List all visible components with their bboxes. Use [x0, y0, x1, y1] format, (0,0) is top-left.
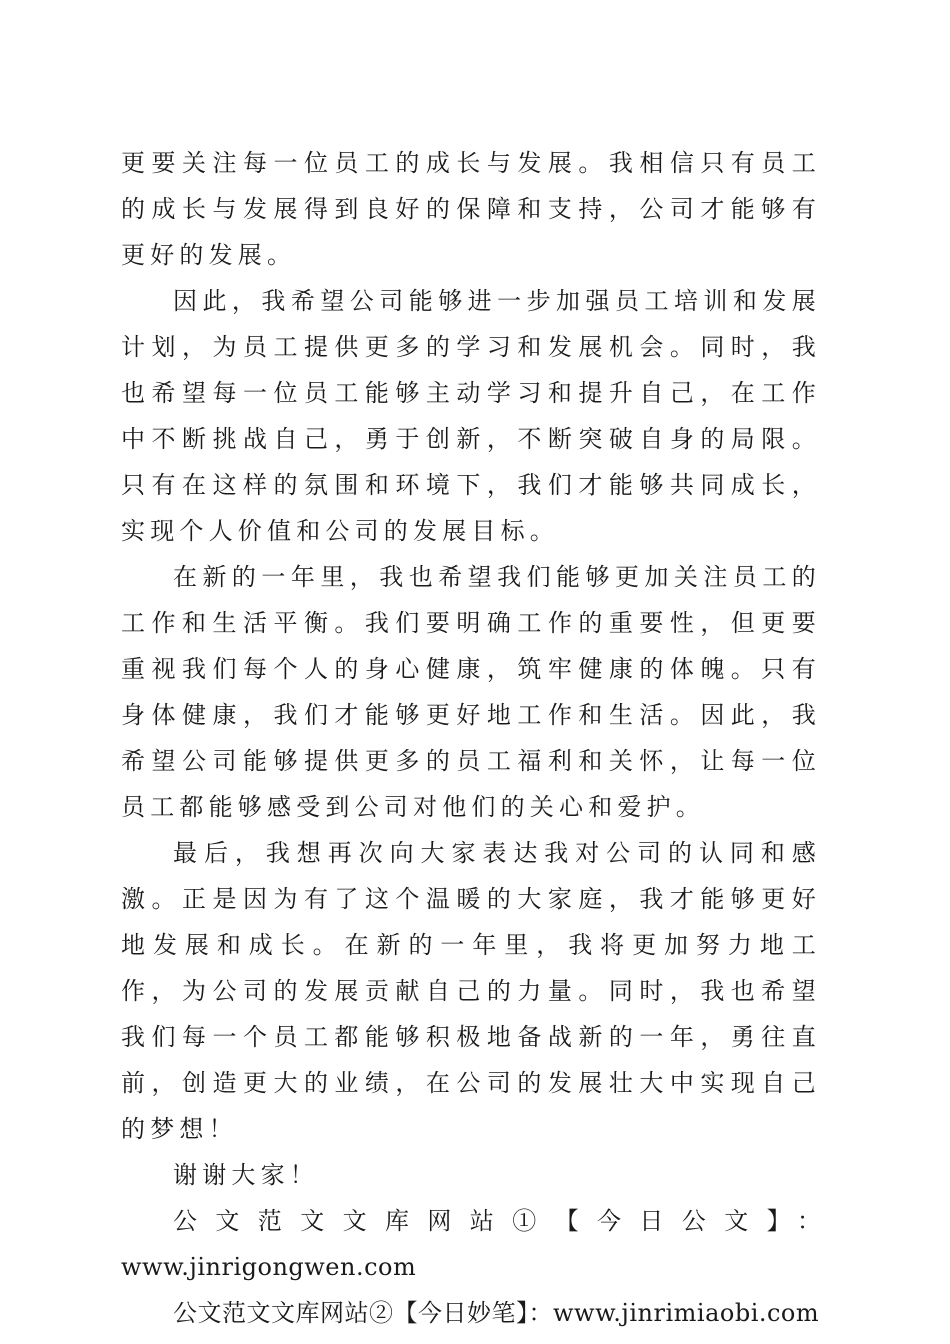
site-one-url[interactable]: www.jinrigongwen.com — [121, 1253, 417, 1281]
paragraph-work-life-balance: 在新的一年里，我也希望我们能够更加关注员工的工作和生活平衡。我们要明确工作的重要性，但更要重视我们每个人的身心健康，筑牢健康的体魄。只有身体健康，我们才能够更好地工作和生活。因此，我希望公司能够提供更多的员工福利和关怀，让每一位员工都能够感受到公司对他们的关心和爱护。 — [121, 563, 821, 821]
document-body — [121, 140, 821, 1336]
site-two-url[interactable]: www.jinrimiaobi.com — [553, 1299, 820, 1327]
site-two-line — [121, 1290, 821, 1336]
site-two-label: 公文范文文库网站②【今日妙笔】： — [173, 1299, 553, 1327]
site-one-label: 公文范文文库网站①【今日公文】： — [173, 1207, 821, 1235]
paragraph-continuation: 更要关注每一位员工的成长与发展。我相信只有员工的成长与发展得到良好的保障和支持，公司才能够有更好的发展。 — [121, 149, 821, 269]
paragraph-training: 因此，我希望公司能够进一步加强员工培训和发展计划，为员工提供更多的学习和发展机会。同时，我也希望每一位员工能够主动学习和提升自己，在工作中不断挑战自己，勇于创新，不断突破自身的局限。只有在这样的氛围和环境下，我们才能够共同成长，实现个人价值和公司的发展目标。 — [121, 287, 821, 545]
paragraph-closing: 最后，我想再次向大家表达我对公司的认同和感激。正是因为有了这个温暖的大家庭，我才能够更好地发展和成长。在新的一年里，我将更加努力地工作，为公司的发展贡献自己的力量。同时，我也希望我们每一个员工都能够积极地备战新的一年，勇往直前，创造更大的业绩，在公司的发展壮大中实现自己的梦想！ — [121, 839, 821, 1143]
paragraph-thanks: 谢谢大家！ — [173, 1161, 319, 1189]
